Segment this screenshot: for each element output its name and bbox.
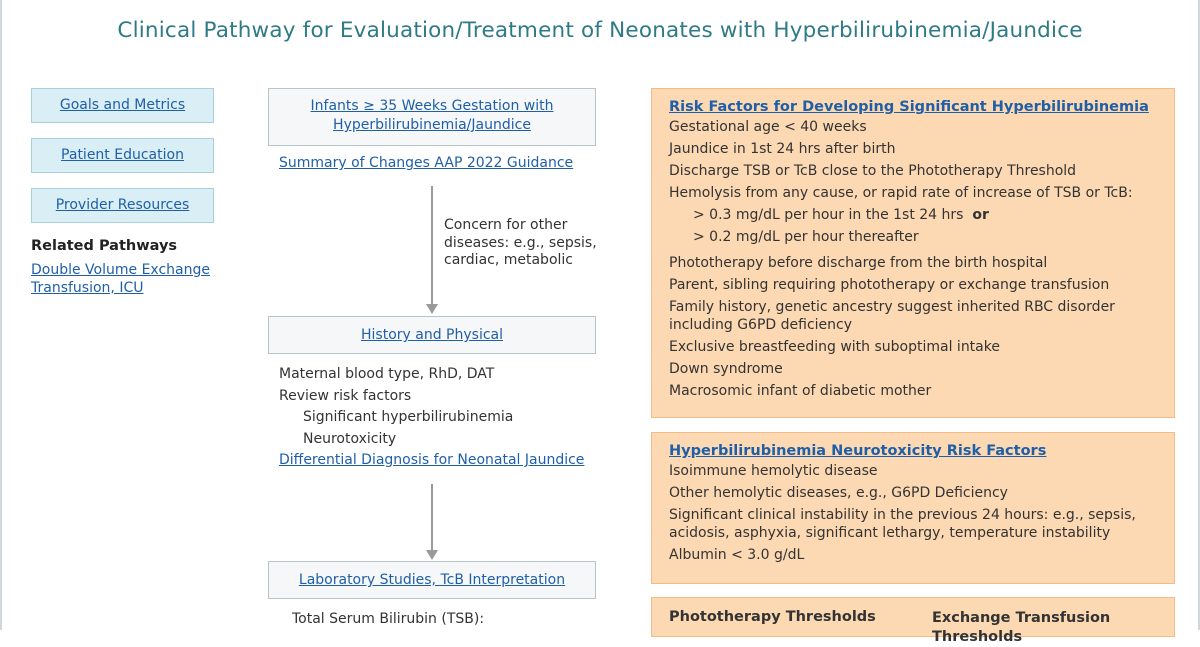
lab-studies-link[interactable]: Laboratory Studies, TcB Interpretation [298, 572, 566, 588]
tsb-text: Total Serum Bilirubin (TSB): [292, 611, 485, 627]
review-risk-text: Review risk factors [279, 387, 412, 404]
page-title: Clinical Pathway for Evaluation/Treatment of Neonates with Hyperbilirubinemia/Jaundice [117, 18, 1083, 43]
thresholds-box [651, 597, 1175, 645]
risk-item: Jaundice in 1st 24 hrs after birth [669, 141, 896, 157]
risk-item: Exclusive breastfeeding with suboptimal intake [669, 339, 1000, 355]
neuro-item: Significant clinical instability in the previous 24 hours: e.g., sepsis, acidosis, asphyxia, significant lethargy, temperature instability [669, 507, 1136, 541]
summary-changes-link[interactable]: Summary of Changes AAP 2022 Guidance [279, 155, 574, 171]
phototherapy-thresholds-heading: Phototherapy Thresholds [669, 609, 876, 625]
risk-neurotox-text: Neurotoxicity [303, 430, 397, 447]
risk-subitem: > 0.2 mg/dL per hour thereafter [693, 229, 919, 245]
risk-item: Macrosomic infant of diabetic mother [669, 383, 932, 399]
provider-resources-button[interactable] [31, 188, 214, 223]
risk-subitem-text: > 0.3 mg/dL per hour in the 1st 24 hrs [693, 207, 964, 223]
risk-subitem-or: or [972, 207, 989, 223]
history-physical-box[interactable] [268, 316, 596, 354]
infants-gestation-link-line2[interactable]: Hyperbilirubinemia/Jaundice [333, 117, 531, 133]
neurotoxicity-box [651, 432, 1175, 584]
risk-hyperbili-text: Significant hyperbilirubinemia [303, 409, 514, 425]
risk-item: Parent, sibling requiring phototherapy or exchange transfusion [669, 277, 1110, 293]
arrow-down-icon [426, 550, 438, 560]
risk-item: Hemolysis from any cause, or rapid rate of increase of TSB or TcB: [669, 185, 1133, 201]
concern-note [444, 217, 597, 270]
risk-item: Down syndrome [669, 361, 783, 377]
risk-item: Discharge TSB or TcB close to the Phototherapy Threshold [669, 163, 1077, 179]
provider-resources-link[interactable]: Provider Resources [55, 197, 190, 213]
arrow-down-icon [426, 304, 438, 314]
transfusion-icu-link[interactable]: Transfusion, ICU [31, 280, 144, 296]
related-pathways-links [31, 261, 231, 297]
infants-gestation-box[interactable] [268, 88, 596, 146]
double-volume-exchange-link[interactable]: Double Volume Exchange [31, 262, 210, 278]
risk-item: Gestational age < 40 weeks [669, 119, 867, 135]
left-border [0, 0, 2, 630]
summary-changes [279, 153, 573, 175]
differential-diagnosis-link[interactable]: Differential Diagnosis for Neonatal Jaundice [279, 452, 585, 468]
patient-education-link[interactable]: Patient Education [61, 147, 184, 163]
exchange-transfusion-heading [932, 609, 1110, 647]
concern-line1: Concern for other [444, 217, 568, 233]
infants-gestation-link-line1[interactable]: Infants ≥ 35 Weeks Gestation with [310, 98, 554, 114]
history-physical-link[interactable]: History and Physical [361, 327, 503, 343]
goals-metrics-link[interactable]: Goals and Metrics [59, 97, 186, 113]
history-details [279, 364, 584, 472]
risk-subitem [669, 206, 1174, 224]
concern-line3: cardiac, metabolic [444, 252, 573, 268]
arrow-shaft-2 [431, 484, 433, 550]
concern-line2: diseases: e.g., sepsis, [444, 234, 597, 251]
neuro-item: Other hemolytic diseases, e.g., G6PD Deficiency [669, 485, 1008, 501]
exchange-transfusion-line1: Exchange Transfusion [932, 610, 1111, 626]
neuro-item: Isoimmune hemolytic disease [669, 463, 878, 479]
neurotoxicity-heading-link[interactable]: Hyperbilirubinemia Neurotoxicity Risk Factors [669, 443, 1047, 459]
goals-metrics-button[interactable] [31, 88, 214, 123]
exchange-transfusion-line2: Thresholds [932, 629, 1023, 645]
risk-factors-heading-link[interactable]: Risk Factors for Developing Significant Hyperbilirubinemia [669, 99, 1149, 115]
risk-item: Phototherapy before discharge from the birth hospital [669, 255, 1048, 271]
lab-studies-box[interactable] [268, 561, 596, 599]
maternal-blood-text: Maternal blood type, RhD, DAT [279, 366, 495, 382]
related-pathways-heading: Related Pathways [31, 238, 178, 254]
risk-factors-box [651, 88, 1175, 418]
patient-education-button[interactable] [31, 138, 214, 173]
neuro-item: Albumin < 3.0 g/dL [669, 547, 805, 563]
risk-item: Family history, genetic ancestry suggest inherited RBC disorder including G6PD deficiency [669, 299, 1115, 333]
arrow-shaft-1 [431, 186, 433, 304]
